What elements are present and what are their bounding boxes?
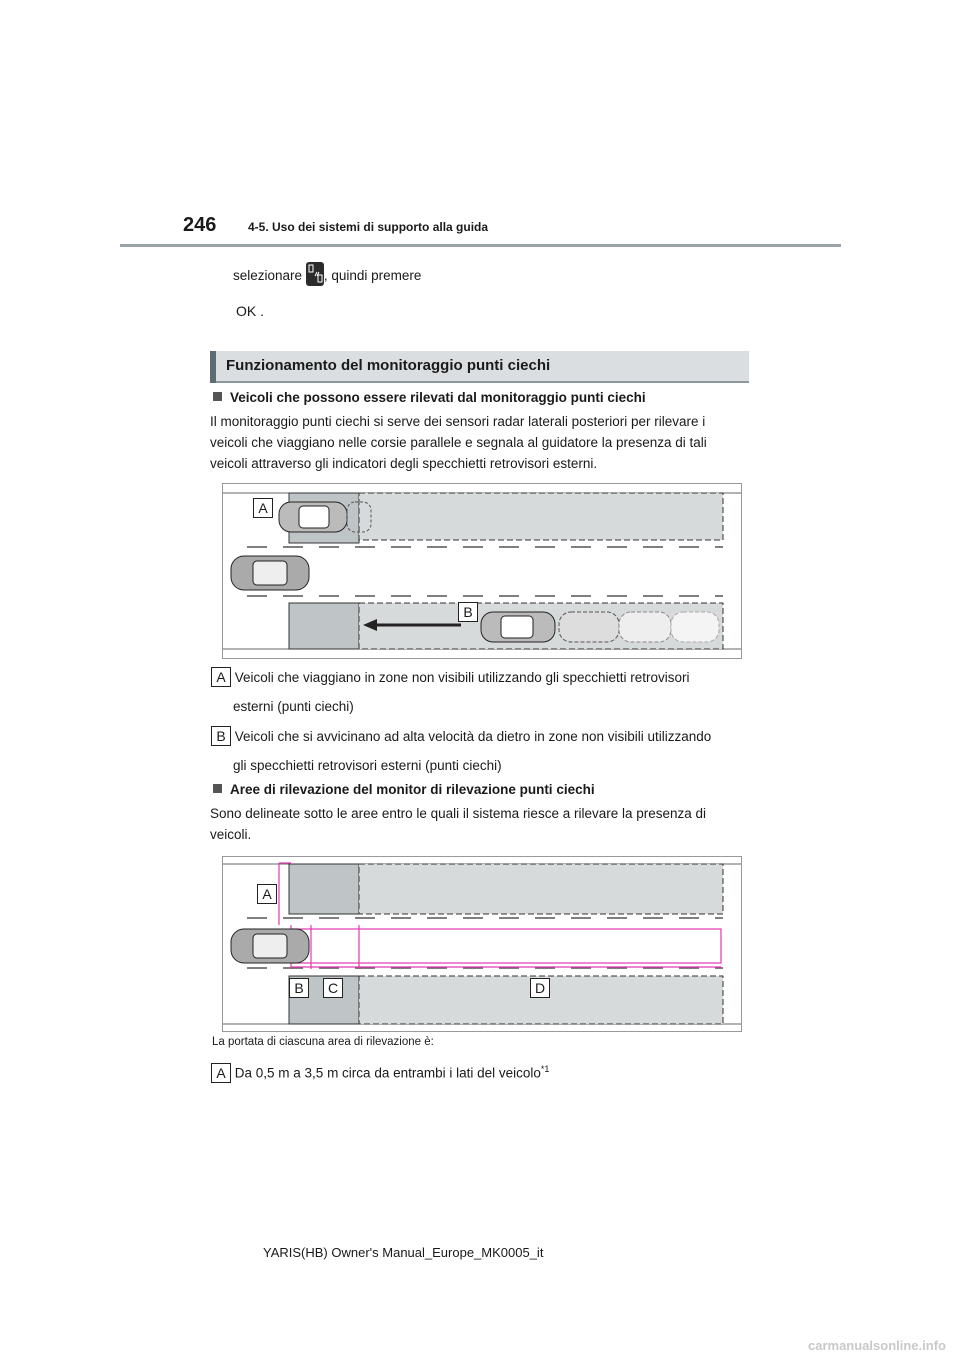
legend-item-a <box>211 667 690 688</box>
page-number: 246 <box>183 214 217 236</box>
bullet-square-icon <box>213 392 222 401</box>
section-heading <box>210 351 749 383</box>
bullet-heading-2 <box>213 782 595 797</box>
diagram-label-a: A <box>257 884 277 904</box>
body-line: Il monitoraggio punti ciechi si serve dei sensori radar laterali posteriori per rilevare i <box>210 414 706 429</box>
range-item-a <box>211 1059 549 1084</box>
section1-body <box>210 411 707 474</box>
legend-text: Veicoli che viaggiano in zone non visibili utilizzando gli specchietti retrovisori <box>234 670 690 685</box>
ok-label: OK <box>236 303 257 319</box>
intro-after-text: , quindi premere <box>323 268 422 283</box>
bullet-heading-2-text: Aree di rilevazione del monitor di rilevazione punti ciechi <box>230 782 595 797</box>
body-line: veicoli che viaggiano nelle corsie parallele e segnala al guidatore la presenza di tali <box>210 435 707 450</box>
range-letter-a: A <box>211 1063 231 1083</box>
legend-item-b <box>211 726 711 747</box>
legend-letter-a: A <box>211 667 231 687</box>
body-line: veicoli attraverso gli indicatori degli specchietti retrovisori esterni. <box>210 456 598 471</box>
diagram-label-b: B <box>289 978 309 998</box>
car-icon <box>231 556 309 590</box>
blind-spot-monitor-icon <box>306 262 324 286</box>
bullet-square-icon <box>213 784 222 793</box>
section-heading-text: Funzionamento del monitoraggio punti ciechi <box>226 357 551 374</box>
legend-letter-b: B <box>211 726 231 746</box>
detection-area-diagram <box>222 856 742 1032</box>
body-line: veicoli. <box>210 827 252 842</box>
car-icon <box>279 502 347 532</box>
section-title: 4-5. Uso dei sistemi di supporto alla guida <box>248 220 489 234</box>
intro-select-text: selezionare <box>233 268 303 283</box>
range-caption: La portata di ciascuna area di rilevazione è: <box>212 1036 434 1048</box>
blind-spot-diagram-1 <box>222 483 742 659</box>
diagram-label-d: D <box>530 978 550 998</box>
diagram-label-c: C <box>323 978 343 998</box>
section2-body <box>210 803 706 845</box>
body-line: Sono delineate sotto le aree entro le quali il sistema riesce a rilevare la presenza di <box>210 806 707 821</box>
bullet-heading-1-text: Veicoli che possono essere rilevati dal monitoraggio punti ciechi <box>230 390 646 405</box>
diagram-label-b: B <box>458 602 478 622</box>
diagram-label-a: A <box>253 498 273 518</box>
legend-text-cont: esterni (punti ciechi) <box>233 699 354 714</box>
legend-text: Veicoli che si avvicinano ad alta velocità da dietro in zone non visibili utilizzando <box>234 729 712 744</box>
legend-text-cont: gli specchietti retrovisori esterni (punti ciechi) <box>233 758 502 773</box>
range-text: Da 0,5 m a 3,5 m circa da entrambi i lati del veicolo <box>234 1065 541 1081</box>
ok-key <box>236 303 264 319</box>
intro-line <box>233 262 421 286</box>
watermark: carmanualsonline.info <box>808 1338 946 1353</box>
header-rule <box>120 244 841 247</box>
footnote-ref: *1 <box>540 1064 550 1074</box>
bullet-heading-1 <box>213 390 646 405</box>
footer-text: YARIS(HB) Owner's Manual_Europe_MK0005_it <box>263 1245 544 1260</box>
ok-period: . <box>260 303 265 319</box>
